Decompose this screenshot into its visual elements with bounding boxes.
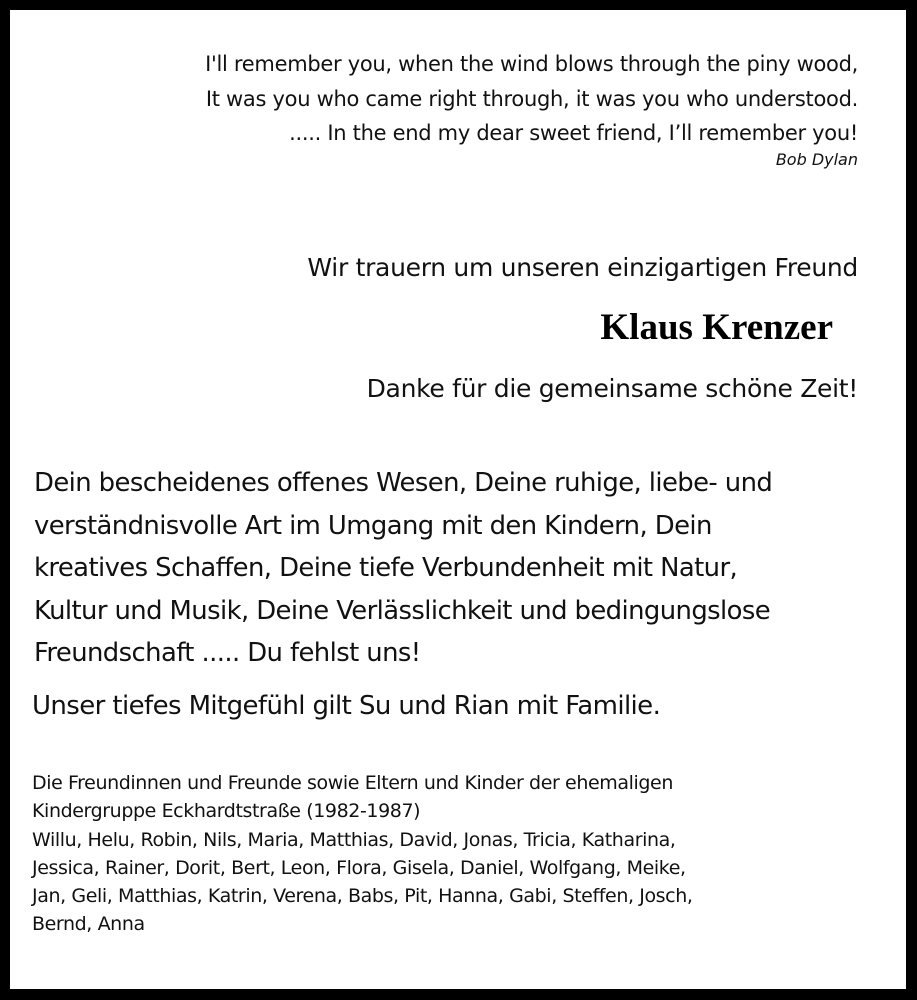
quote-line-1: I'll remember you, when the wind blows through the piny wood,	[205, 52, 858, 76]
quote-line-2: It was you who came right through, it was you who understood.	[205, 87, 858, 111]
tribute-line: kreatives Schaffen, Deine tiefe Verbundenheit mit Natur,	[34, 553, 738, 583]
quote-author: Bob Dylan	[775, 150, 858, 169]
tribute-line: Dein bescheidenes offenes Wesen, Deine ruhige, liebe- und	[34, 468, 773, 498]
tribute-line: Kultur und Musik, Deine Verlässlichkeit und bedingungslose	[34, 595, 771, 626]
tribute-paragraph	[34, 462, 874, 675]
thanks-line: Danke für die gemeinsame schöne Zeit!	[366, 374, 858, 403]
obituary-notice	[10, 10, 906, 989]
signers-line: Kindergruppe Eckhardtstraße (1982-1987)	[32, 800, 421, 823]
signers-line: Willu, Helu, Robin, Nils, Maria, Matthias, David, Jonas, Tricia, Katharina,	[32, 828, 676, 851]
sympathy-line: Unser tiefes Mitgefühl gilt Su und Rian mit Familie.	[32, 691, 661, 721]
signers-line: Die Freundinnen und Freunde sowie Eltern und Kinder der ehemaligen	[32, 772, 673, 794]
signers-block	[32, 769, 693, 939]
tribute-line: verständnisvolle Art im Umgang mit den Kindern, Dein	[34, 510, 712, 541]
mourning-line: Wir trauern um unseren einzigartigen Freund	[307, 253, 858, 282]
signers-line: Bernd, Anna	[32, 913, 145, 936]
signers-line: Jan, Geli, Matthias, Katrin, Verena, Babs, Pit, Hanna, Gabi, Steffen, Josch,	[32, 885, 693, 908]
deceased-name: Klaus Krenzer	[600, 307, 833, 348]
signers-line: Jessica, Rainer, Dorit, Bert, Leon, Flora, Gisela, Daniel, Wolfgang, Meike,	[32, 856, 686, 879]
tribute-line: Freundschaft ..... Du fehlst uns!	[34, 638, 421, 668]
quote-line-3: ..... In the end my dear sweet friend, I’ll remember you!	[289, 121, 858, 145]
